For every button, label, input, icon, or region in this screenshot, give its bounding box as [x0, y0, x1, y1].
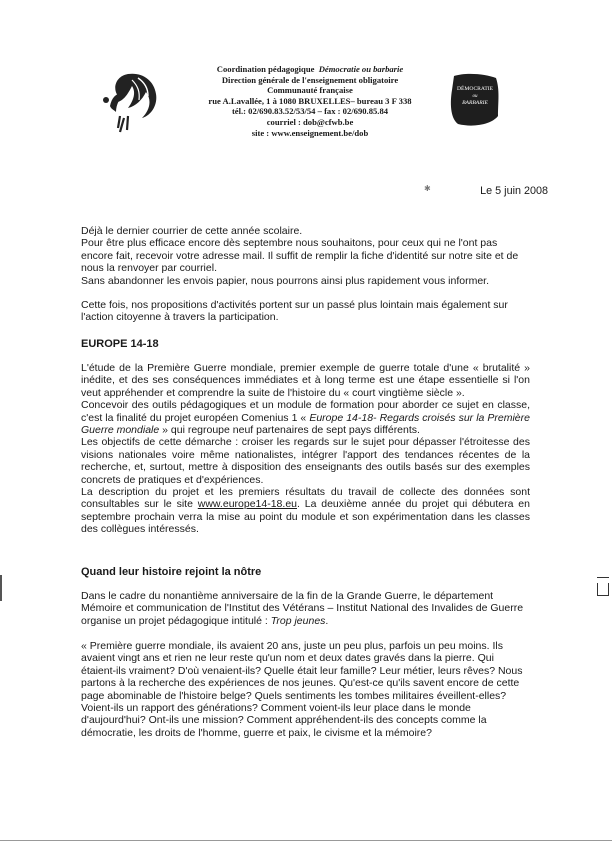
europe-p2-start: Concevoir des outils pédagogiques et un module de formation pour aborder ce sujet en classe, c'est la finalité du projet européen Comenius 1 « — [81, 399, 530, 424]
europe-paragraph-2 — [81, 399, 530, 436]
histoire-project-title: Trop jeunes — [270, 614, 326, 627]
intro-paragraph-4: Cette fois, nos propositions d'activités portent sur un passé plus lointain mais également sur l'action citoyenne à travers la participation. — [81, 299, 508, 324]
header-address: rue A.Lavallée, 1 à 1080 BRUXELLES– bureau 3 F 338 — [208, 95, 412, 106]
header-website: site : www.enseignement.be/dob — [251, 127, 369, 138]
democratie-barbarie-logo — [448, 72, 500, 128]
europe-section — [81, 362, 530, 536]
logo-text-barbarie: BARBARIE — [462, 100, 488, 106]
header-project-name: Démocratie ou barbarie — [318, 64, 404, 74]
europe-project-title: Europe 14-18- Regards croisés sur la Première Guerre mondiale — [81, 411, 530, 437]
header-phone-fax: tél.: 02/690.83.52/53/54 – fax : 02/690.85.84 — [231, 106, 389, 117]
europe-paragraph-3: Les objectifs de cette démarche : croiser les regards sur le sujet pour dépasser l'étroitesse des visions nationales voire même nationalistes, intégrer l'apport des tendances récentes de la recherche, et, surtout, mettre à disposition des enseignants des outils basés sur des exemples concrets de pratiques et d'expériences. — [81, 436, 530, 486]
logo-text-democratie: DÉMOCRATIE — [456, 86, 494, 92]
europe-paragraph-4 — [81, 486, 530, 536]
margin-box-top — [597, 577, 609, 578]
europe-paragraph-1: L'étude de la Première Guerre mondiale, premier exemple de guerre totale d'une « brutalité » inédite, et des ses conséquences immédiates et à long terme est une étape essentielle si l'on veut appréhender et comprendre la suite de l'histoire du « court vingtième siècle ». — [81, 362, 530, 399]
header-direction: Direction générale de l'enseignement obligatoire — [221, 74, 399, 85]
header-email: courriel : dob@cfwb.be — [266, 116, 354, 127]
europe-heading: EUROPE 14-18 — [81, 338, 159, 350]
margin-box — [597, 583, 609, 596]
page-bottom-line — [0, 840, 612, 841]
intro-paragraph-2: Pour être plus efficace encore dès septembre nous souhaitons, pour ceux qui ne l'ont pas encore fait, recevoir votre adresse mail. Il suffit de remplir la fiche d'identité sur notre site et de nous la renvoyer par courriel. — [81, 237, 519, 275]
intro-paragraph-1: Déjà le dernier courrier de cette année scolaire. — [81, 225, 303, 237]
histoire-p1-start: Dans le cadre du nonantième anniversaire de la fin de la Grande Guerre, le département Mémoire et communication de l'Institut des Vétérans – Institut National des Invalides de Guerre organise un projet pédagogique intitulé : — [81, 590, 524, 627]
europe-website-link[interactable]: www.europe14-18.eu — [197, 498, 297, 511]
europe-p4-start: La description du projet et les premiers résultats du travail de collecte des données sont consultables sur le site — [81, 486, 530, 511]
intro-paragraph-3: Sans abandonner les envois papier, nous pourrons ainsi plus rapidement vous informer. — [81, 274, 489, 287]
header-community: Communauté française — [267, 85, 353, 96]
histoire-paragraph-1 — [81, 590, 530, 627]
histoire-quote: « Première guerre mondiale, ils avaient 20 ans, juste un peu plus, parfois un peu moins. Ils avaient vingt ans et rien ne leur reste qu'un nom et deux dates gravés dans la pierre. Qui étaient-ils vraiment? D'où venaient-ils? Quelle était leur famille? Leur métier, leurs rêves? Nous partons à la recherche des expériences de nos jeunes. Qu'est-ce qu'ils savent encore de cette page abominable de l'histoire belge? Quels sentiments les tombes militaires éveillent-elles? Voient-ils un rapport des générations? Comment voient-ils leur place dans le monde d'aujourd'hui? Ont-ils une mission? Comment appréhendent-ils des concepts comme la démocratie, les droits de l'homme, guerre et paix, le civisme et la mémoire? — [81, 640, 523, 739]
histoire-heading: Quand leur histoire rejoint la nôtre — [81, 566, 262, 578]
scan-edge-mark — [0, 575, 2, 601]
rooster-logo — [98, 66, 162, 134]
letterhead — [160, 64, 460, 138]
header-coordination: Coordination pédagogique — [216, 64, 315, 74]
europe-p2-end: » qui regroupe neuf partenaires de sept pays différents. — [162, 424, 420, 437]
histoire-p1-end: . — [325, 614, 329, 627]
intro-section — [81, 225, 530, 287]
letter-date: Le 5 juin 2008 — [480, 185, 548, 197]
logo-text-ou: ou — [472, 94, 478, 99]
europe-p4-end: . La deuxième année du projet qui débutera en septembre prochain verra la mise au point du module et son expérimentation dans les classes des collègues intéressés. — [81, 498, 530, 536]
scan-mark: ✱ — [424, 184, 431, 193]
